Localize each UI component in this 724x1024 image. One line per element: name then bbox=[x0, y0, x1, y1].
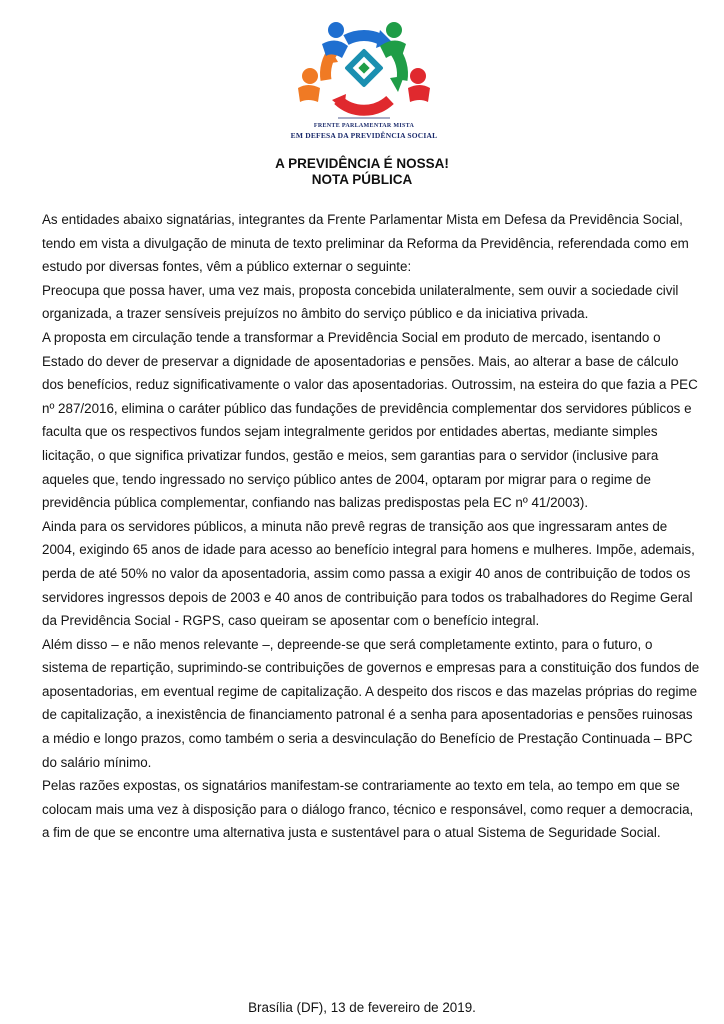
paragraph-concern: Preocupa que possa haver, uma vez mais, proposta concebida unilateralmente, sem ouvir a sociedade civil organizada, a trazer sensíveis prejuízos no âmbito do serviço público e da iniciativa privada. bbox=[42, 282, 679, 322]
logo-caption-bottom: EM DEFESA DA PREVIDÊNCIA SOCIAL bbox=[290, 131, 438, 140]
document-subtitle: NOTA PÚBLICA bbox=[311, 172, 413, 187]
paragraph-capitalization: Além disso – e não menos relevante –, depreende-se que será completamente extinto, para o futuro, o sistema de repartição, suprimindo-se contribuições de governos e empresas para a constituição dos fundos de aposentadorias, em eventual regime de capitalização. A despeito dos riscos e das mazelas próprias do regime de capitalização, a inexistência de financiamento patronal é a senha para aposentadorias e pensões ruinosas a médio e longo prazos, como também o seria a desvinculação do Benefício de Prestação Continuada – BPC do salário mínimo. bbox=[42, 636, 700, 770]
frente-parlamentar-logo bbox=[276, 18, 452, 142]
paragraph-proposal: A proposta em circulação tende a transformar a Previdência Social em produto de mercado, isentando o Estado do dever de preservar a dignidade de aposentadorias e pensões. Mais, ao alterar a base de cálculo dos benefícios, reduz significativamente o valor das aposentadorias. Outrossim, na esteira do que fazia a PEC nº 287/2016, elimina o caráter público das fundações de previdência complementar dos servidores públicos e faculta que os respectivos fundos sejam integralmente geridos por entidades abertas, mediante simples licitação, o que significa privatizar fundos, gestão e meios, sem garantias para o servidor (inclusive para aqueles que, tendo ingressado no serviço público antes de 2004, optaram por migrar para o regime de previdência pública complementar, confiando nas balizas predispostas pela EC nº 41/2003). bbox=[42, 329, 698, 511]
paragraph-public-servants: Ainda para os servidores públicos, a minuta não prevê regras de transição aos que ingressaram antes de 2004, exigindo 65 anos de idade para acesso ao benefício integral para homens e mulheres. Impõe, ademais, perda de até 50% no valor da aposentadoria, assim como passa a exigir 40 anos de contribuição de todos os servidores ingressos depois de 2003 e 40 anos de contribuição para todos os trabalhadores do Regime Geral da Previdência Social - RGPS, caso queiram se aposentar com o benefício integral. bbox=[42, 518, 695, 629]
paragraph-conclusion: Pelas razões expostas, os signatários manifestam-se contrariamente ao texto em tela, ao tempo em que se colocam mais uma vez à disposição para o diálogo franco, técnico e responsável, como requer a democracia, a fim de que se encontre uma alternativa justa e sustentável para o atual Sistema de Seguridade Social. bbox=[42, 778, 694, 841]
document-body bbox=[42, 208, 702, 845]
people-circle-logo-icon bbox=[276, 18, 452, 122]
logo-caption-top: FRENTE PARLAMENTAR MISTA bbox=[313, 123, 415, 129]
paragraph-intro: As entidades abaixo signatárias, integrantes da Frente Parlamentar Mista em Defesa da Previdência Social, tendo em vista a divulgação de minuta de texto preliminar da Reforma da Previdência, referendada como em estudo por diversas fontes, vêm a público externar o seguinte: bbox=[42, 212, 689, 275]
place-date-line: Brasília (DF), 13 de fevereiro de 2019. bbox=[248, 1000, 476, 1015]
document-title: A PREVIDÊNCIA É NOSSA! bbox=[275, 156, 449, 171]
